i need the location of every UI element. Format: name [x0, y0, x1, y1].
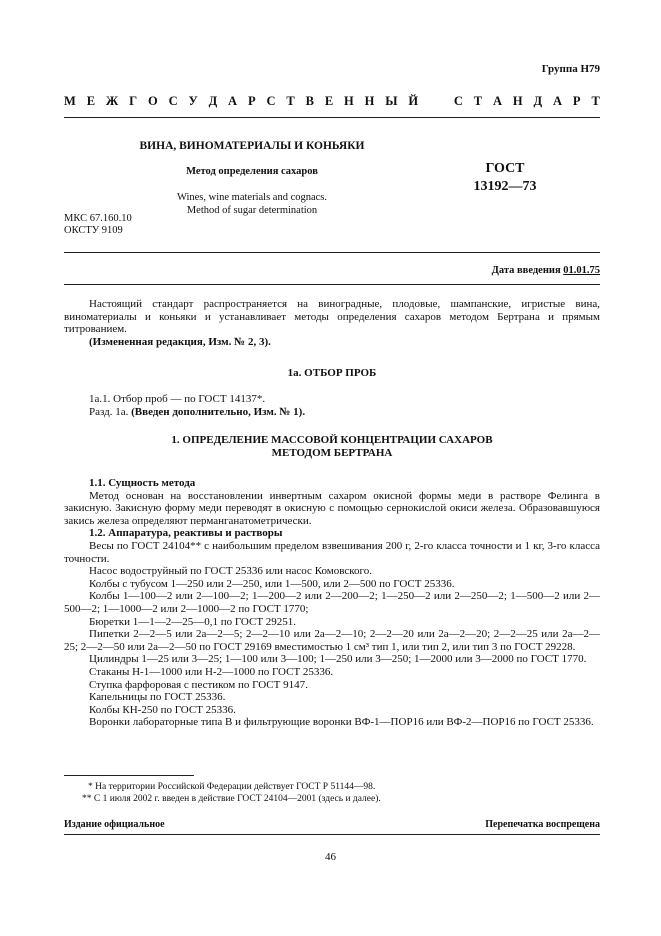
- banner-letter: М: [64, 94, 76, 108]
- section-1a-note: [64, 406, 600, 419]
- title-rule: [64, 252, 600, 253]
- footer-rule: [64, 834, 600, 835]
- banner-letter: Г: [129, 94, 138, 108]
- clause-1-2-heading: 1.2. Аппаратура, реактивы и растворы: [89, 527, 283, 540]
- banner-letter: Д: [533, 94, 543, 108]
- equipment-item: Пипетки 2—2—5 или 2а—2—5; 2—2—10 или 2а—2—10; 2—2—20 или 2а—2—20; 2—2—25 или 2а—2—25; 2—2—50 или 2а—2—50 по ГОСТ 29169 вместимостью 1 см³ тип 1, или тип 2, или тип 3 по ГОСТ 29228.: [64, 628, 600, 653]
- banner-letter: У: [188, 94, 198, 108]
- section-1-heading: [64, 434, 600, 459]
- gost-number: 13192—73: [473, 179, 537, 194]
- banner-letter: Е: [86, 94, 96, 108]
- interstate-standard-banner: [64, 94, 600, 109]
- date-rule: [64, 284, 600, 285]
- intro-text: [64, 298, 600, 348]
- footnote-1: * На территории Российской Федерации действует ГОСТ Р 51144—98.: [88, 782, 376, 792]
- banner-letter: С: [453, 94, 463, 108]
- note-bold: (Введен дополнительно, Изм. № 1).: [131, 405, 306, 418]
- section-1-heading-line: 1. ОПРЕДЕЛЕНИЕ МАССОВОЙ КОНЦЕНТРАЦИИ САХАРОВ: [171, 434, 493, 446]
- group-code: Группа Н79: [541, 63, 600, 75]
- date-label: Дата введения: [491, 265, 561, 276]
- banner-letter: Р: [572, 94, 581, 108]
- banner-letter: А: [493, 94, 503, 108]
- mks-code: МКС 67.160.10: [64, 213, 132, 224]
- intro-paragraph: Настоящий стандарт распространяется на виноградные, плодовые, шампанские, игристые вина, виноматериалы и коньяки и устанавливает методы определения сахаров методом Бертрана и прямым титрованием.: [64, 298, 600, 336]
- note-prefix: Разд. 1а.: [89, 405, 129, 418]
- okstu-code: ОКСТУ 9109: [64, 225, 123, 236]
- footnote-separator: [64, 775, 194, 776]
- banner-letter: Е: [324, 94, 334, 108]
- english-title-line: Wines, wine materials and cognacs.: [176, 192, 328, 203]
- banner-letter: Р: [247, 94, 256, 108]
- banner-letter: Ж: [105, 94, 119, 108]
- equipment-item: Насос водоструйный по ГОСТ 25336 или насос Комовского.: [89, 565, 373, 578]
- equipment-item: Колбы 1—100—2 или 2—100—2; 1—200—2 или 2—200—2; 1—250—2 или 2—250—2; 1—500—2 или 2—500—2; 1—1000—2 или 2—1000—2 по ГОСТ 1770;: [64, 590, 600, 615]
- banner-letter: Ы: [385, 94, 398, 108]
- section-1-heading-line: МЕТОДОМ БЕРТРАНА: [271, 446, 393, 459]
- section-1-body: [64, 477, 600, 729]
- banner-letter: Д: [208, 94, 218, 108]
- equipment-item: Цилиндры 1—25 или 3—25; 1—100 или 3—100; 1—250 или 3—250; 1—2000 или 3—2000 по ГОСТ 1770.: [89, 653, 587, 666]
- introduction-date: [492, 265, 600, 276]
- official-edition-label: Издание официальное: [64, 819, 165, 830]
- clause-1-1-heading: 1.1. Сущность метода: [89, 477, 196, 489]
- banner-letter: А: [553, 94, 563, 108]
- equipment-item: Ступка фарфоровая с пестиком по ГОСТ 9147.: [89, 678, 308, 691]
- banner-letter: Т: [286, 94, 295, 108]
- clause-1a1: 1а.1. Отбор проб — по ГОСТ 14137*.: [89, 393, 266, 405]
- banner-letter: Н: [512, 94, 523, 108]
- banner-letter: Т: [473, 94, 483, 108]
- equipment-item: Весы по ГОСТ 24104** с наибольшим пределом взвешивания 200 г, 2-го класса точности и 1 кг, 3-го класса точности.: [64, 539, 600, 565]
- date-value: 01.01.75: [563, 265, 600, 276]
- equipment-item: Колбы с тубусом 1—250 или 2—250, или 1—500, или 2—500 по ГОСТ 25336.: [89, 577, 455, 590]
- document-title: ВИНА, ВИНОМАТЕРИАЛЫ И КОНЬЯКИ: [139, 140, 365, 152]
- english-title-line: Method of sugar determination: [186, 205, 318, 216]
- gost-label: ГОСТ: [485, 161, 525, 176]
- section-1a-text: [64, 393, 600, 418]
- reprint-prohibited-label: Перепечатка воспрещена: [485, 819, 600, 830]
- banner-letter: С: [266, 94, 276, 108]
- amendment-note: (Измененная редакция, Изм. № 2, 3).: [89, 335, 271, 348]
- equipment-item: Колбы КН-250 по ГОСТ 25336.: [89, 703, 236, 716]
- equipment-item: Бюретки 1—1—2—25—0,1 по ГОСТ 29251.: [89, 615, 297, 628]
- footnotes: [64, 782, 600, 805]
- equipment-item: Воронки лабораторные типа В и фильтрующие воронки ВФ-1—ПОР16 или ВФ-2—ПОР16 по ГОСТ 25336.: [89, 716, 594, 729]
- banner-letter: Н: [364, 94, 375, 108]
- banner-letter: Н: [344, 94, 354, 108]
- banner-letter: С: [168, 94, 178, 108]
- page-footer: [64, 819, 600, 830]
- header-rule: [64, 117, 600, 118]
- banner-letter: О: [147, 94, 158, 108]
- banner-letter: А: [228, 94, 238, 108]
- clause-1-1-text: Метод основан на восстановлении инвертным сахаром окисной формы меди в растворе Фелинга в закисную. Закисную форму меди переводят в окисную с помощью сернокислой окиси железа. Образовавшуюся закись железа определяют перманганатометрически.: [64, 489, 600, 527]
- section-1a-heading: 1а. ОТБОР ПРОБ: [287, 367, 377, 379]
- banner-letter: В: [305, 94, 314, 108]
- gost-designation: [440, 160, 570, 196]
- page-number: 46: [325, 851, 336, 863]
- classification-codes: [64, 213, 132, 237]
- equipment-item: Стаканы Н-1—1000 или Н-2—1000 по ГОСТ 25336.: [89, 665, 334, 678]
- banner-letter: Т: [591, 94, 600, 108]
- document-subtitle: Метод определения сахаров: [186, 166, 318, 177]
- banner-letter: Й: [408, 94, 419, 108]
- footnote-2: ** С 1 июля 2002 г. введен в действие ГОСТ 24104—2001 (здесь и далее).: [82, 793, 381, 804]
- equipment-item: Капельницы по ГОСТ 25336.: [89, 691, 226, 704]
